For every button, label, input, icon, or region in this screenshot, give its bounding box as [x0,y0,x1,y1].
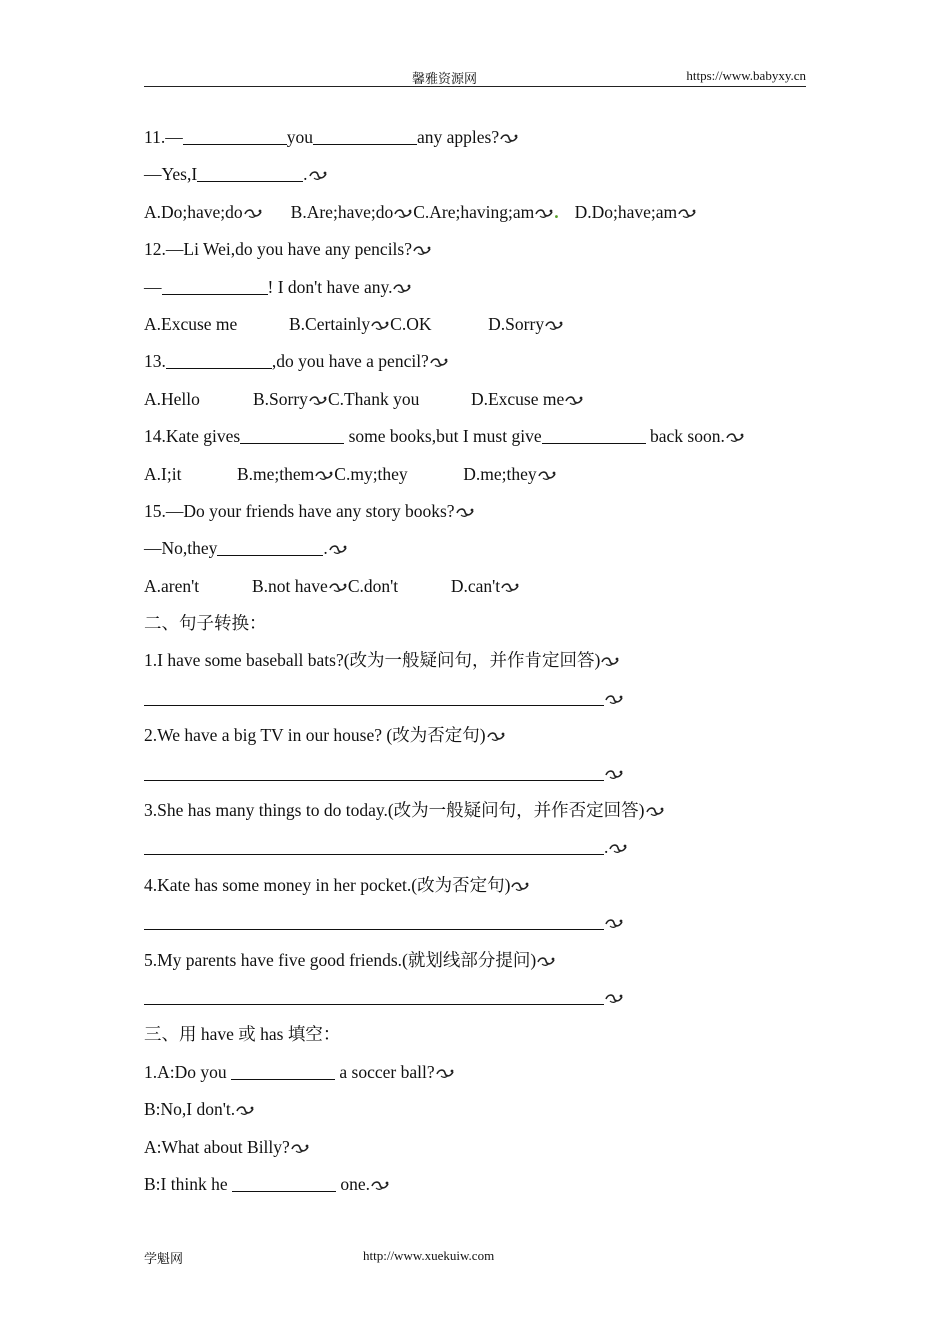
paragraph-mark-icon [309,169,328,181]
rewrite-item-1: 1.I have some baseball bats?(改为一般疑问句，并作肯定回答) [144,647,806,684]
question-12-answer: — ! I don't have any. [144,274,806,311]
option-a: A.Hello [144,388,200,409]
option-a: A.I;it [144,463,182,484]
paragraph-mark-icon [487,730,506,742]
question-15-answer: —No,they . [144,535,806,572]
answer-blank [166,350,272,369]
option-c: C.Are;having;am [413,201,535,222]
dialogue-line-3: A:What about Billy? [144,1134,806,1171]
option-c: C.my;they [334,463,408,484]
paragraph-mark-icon [393,282,412,294]
question-11-options: A.Do;have;do B.Are;have;do C.Are;having;am . D.Do;have;am [144,199,806,236]
answer-line [144,685,806,722]
question-15: 15.—Do your friends have any story books? [144,498,806,535]
paragraph-mark-icon [329,543,348,555]
answer-blank[interactable] [144,836,604,855]
rewrite-item-4: 4.Kate has some money in her pocket.(改为否定句) [144,872,806,909]
option-d: D.Do;have;am [574,201,678,222]
paragraph-mark-icon [436,1067,455,1079]
paragraph-mark-icon [511,880,530,892]
option-c: C.Thank you [327,388,420,409]
option-d: D.Excuse me [470,388,565,409]
paragraph-mark-icon [605,693,624,705]
paragraph-mark-icon [371,319,390,331]
paragraph-mark-icon [244,207,263,219]
answer-blank [313,126,417,145]
option-b: B.Certainly [289,313,371,334]
paragraph-mark-icon [545,319,564,331]
answer-blank [542,425,646,444]
dialogue-line-1: 1.A:Do you a soccer ball? [144,1059,806,1096]
option-a: A.Do;have;do [144,201,243,222]
paragraph-mark-icon [609,842,628,854]
question-12: 12.—Li Wei,do you have any pencils? [144,236,806,273]
paragraph-mark-icon [646,805,665,817]
footer-site-name: 学魁网 [144,1251,184,1266]
paragraph-mark-icon [538,469,557,481]
paragraph-mark-icon [394,207,413,219]
question-15-options [144,573,806,610]
paragraph-mark-icon [309,394,328,406]
option-a: A.aren't [144,575,200,596]
answer-blank [217,537,323,556]
option-b: B.me;them [237,463,315,484]
question-12-options [144,311,806,348]
answer-line [144,984,806,1021]
header-url: https://www.babyxy.cn [686,68,806,83]
option-d: D.me;they [463,463,537,484]
answer-blank [162,276,268,295]
paragraph-mark-icon [371,1179,390,1191]
paragraph-mark-icon [500,132,519,144]
option-c: C.don't [347,575,399,596]
section-3-title: 三、用 have 或 has 填空： [144,1024,341,1045]
question-13-options [144,386,806,423]
dialogue-line-4: B:I think he one. [144,1171,806,1208]
answer-line [144,909,806,946]
paragraph-mark-icon [413,244,432,256]
option-b: B.Are;have;do [290,201,394,222]
answer-blank[interactable] [144,762,604,781]
paragraph-mark-icon [565,394,584,406]
option-b: B.Sorry [253,388,308,409]
paragraph-mark-icon [535,207,554,219]
answer-blank [240,425,344,444]
answer-blank[interactable] [144,687,604,706]
answer-blank [183,126,287,145]
option-d: D.Sorry [488,313,545,334]
rewrite-item-3: 3.She has many things to do today.(改为一般疑问句，并作否定回答) [144,797,806,834]
paragraph-mark-icon [315,469,334,481]
question-13: 13. ,do you have a pencil? [144,348,806,385]
option-b: B.not have [252,575,328,596]
answer-blank[interactable] [144,911,604,930]
paragraph-mark-icon [601,655,620,667]
section-2-title: 二、句子转换： [144,613,267,634]
question-14-options [144,461,806,498]
paragraph-mark-icon [329,581,348,593]
rewrite-item-2: 2.We have a big TV in our house? (改为否定句) [144,722,806,759]
question-11-answer: —Yes,I . [144,161,806,198]
rewrite-item-5: 5.My parents have five good friends.(就划线部分提问) [144,947,806,984]
paragraph-mark-icon [236,1104,255,1116]
footer-url[interactable]: http://www.xuekuiw.com [363,1248,495,1263]
paragraph-mark-icon [605,992,624,1004]
answer-blank[interactable] [231,1061,335,1080]
option-c: C.OK [390,313,432,334]
paragraph-mark-icon [537,955,556,967]
question-11: 11.— you any apples? [144,124,806,161]
page-header [144,66,806,87]
dialogue-line-2: B:No,I don't. [144,1096,806,1133]
paragraph-mark-icon [726,431,745,443]
worksheet-content [144,124,806,1208]
paragraph-mark-icon [678,207,697,219]
header-site-name: 馨雅资源网 [412,71,478,86]
answer-line [144,760,806,797]
paragraph-mark-icon [501,581,520,593]
answer-blank[interactable] [232,1173,336,1192]
question-14: 14.Kate gives some books,but I must give back soon. [144,423,806,460]
answer-line: . [144,834,806,871]
answer-blank [197,163,303,182]
option-a: A.Excuse me [144,313,238,334]
paragraph-mark-icon [430,356,449,368]
option-d: D.can't [450,575,501,596]
paragraph-mark-icon [605,917,624,929]
paragraph-mark-icon [605,768,624,780]
paragraph-mark-icon [291,1142,310,1154]
paragraph-mark-icon [456,506,475,518]
answer-blank[interactable] [144,986,604,1005]
